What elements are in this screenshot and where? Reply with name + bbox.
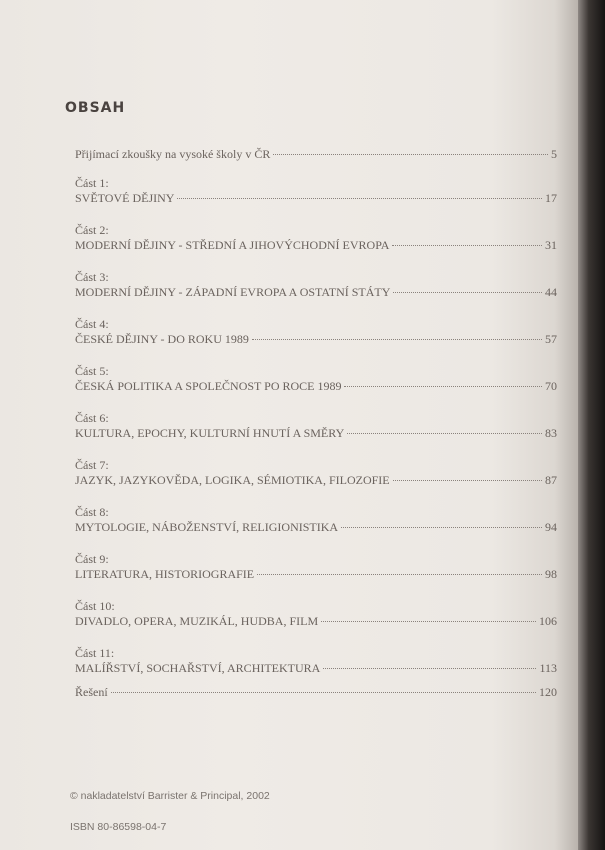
- page-edge-shadow: [578, 0, 605, 850]
- toc-page-number: 70: [545, 379, 557, 393]
- dot-leader: [344, 386, 542, 387]
- toc-entry-intro: [75, 146, 557, 162]
- toc-entry: [75, 270, 557, 300]
- toc-title: ČESKÁ POLITIKA A SPOLEČNOST PO ROCE 1989: [75, 379, 342, 393]
- toc-entry: [75, 317, 557, 347]
- toc-line: [75, 146, 557, 162]
- toc-entry: [75, 176, 557, 206]
- toc-entry: [75, 599, 557, 629]
- toc-part-label: Část 11:: [75, 646, 115, 660]
- toc-line: [75, 190, 557, 206]
- toc-title: LITERATURA, HISTORIOGRAFIE: [75, 567, 255, 581]
- toc-title: Řešení: [75, 685, 108, 699]
- toc-title: Přijímací zkoušky na vysoké školy v ČR: [75, 147, 271, 161]
- toc-line: [75, 519, 557, 535]
- toc-page-number: 106: [539, 614, 557, 628]
- toc-part-label: Část 6:: [75, 411, 109, 425]
- dot-leader: [257, 574, 542, 575]
- toc-entry: [75, 646, 557, 676]
- toc-line: [75, 566, 557, 582]
- toc-entry: [75, 505, 557, 535]
- toc-entry: [75, 364, 557, 394]
- toc-title: KULTURA, EPOCHY, KULTURNÍ HNUTÍ A SMĚRY: [75, 426, 345, 440]
- toc-part-label: Část 5:: [75, 364, 109, 378]
- toc-entry: [75, 552, 557, 582]
- toc-part-label: Část 4:: [75, 317, 109, 331]
- dot-leader: [252, 339, 542, 340]
- toc-page-number: 113: [539, 661, 557, 675]
- dot-leader: [393, 292, 542, 293]
- toc-line: [75, 684, 557, 700]
- toc-entry: [75, 458, 557, 488]
- toc-title: MALÍŘSTVÍ, SOCHAŘSTVÍ, ARCHITEKTURA: [75, 661, 321, 675]
- dot-leader: [273, 154, 548, 155]
- toc-title: MODERNÍ DĚJINY - STŘEDNÍ A JIHOVÝCHODNÍ EVROPA: [75, 238, 390, 252]
- toc-page-number: 5: [551, 147, 557, 161]
- toc-line: [75, 284, 557, 300]
- dot-leader: [111, 692, 536, 693]
- toc-line: [75, 378, 557, 394]
- toc-line: [75, 331, 557, 347]
- isbn: ISBN 80-86598-04-7: [70, 821, 167, 833]
- dot-leader: [347, 433, 542, 434]
- dot-leader: [323, 668, 536, 669]
- toc-part-label: Část 7:: [75, 458, 109, 472]
- toc-page-number: 44: [545, 285, 557, 299]
- toc-title: DIVADLO, OPERA, MUZIKÁL, HUDBA, FILM: [75, 614, 319, 628]
- dot-leader: [393, 480, 542, 481]
- toc-part-label: Část 3:: [75, 270, 109, 284]
- toc-title: MODERNÍ DĚJINY - ZÁPADNÍ EVROPA A OSTATNÍ STÁTY: [75, 285, 391, 299]
- toc-line: [75, 425, 557, 441]
- toc-page-number: 31: [545, 238, 557, 252]
- toc-page-number: 98: [545, 567, 557, 581]
- toc-page-number: 87: [545, 473, 557, 487]
- contents-heading: OBSAH: [65, 100, 126, 116]
- toc-line: [75, 660, 557, 676]
- toc-entry: [75, 411, 557, 441]
- toc-page-number: 57: [545, 332, 557, 346]
- toc-title: JAZYK, JAZYKOVĚDA, LOGIKA, SÉMIOTIKA, FILOZOFIE: [75, 473, 390, 487]
- toc-page-number: 83: [545, 426, 557, 440]
- toc-page-number: 94: [545, 520, 557, 534]
- copyright-notice: © nakladatelství Barrister & Principal, 2002: [70, 790, 270, 802]
- toc-line: [75, 237, 557, 253]
- toc-part-label: Část 9:: [75, 552, 109, 566]
- toc-part-label: Část 8:: [75, 505, 109, 519]
- dot-leader: [341, 527, 542, 528]
- toc-title: ČESKÉ DĚJINY - DO ROKU 1989: [75, 332, 249, 346]
- toc-page-number: 120: [539, 685, 557, 699]
- toc-entry-solutions: [75, 684, 557, 700]
- toc-entry: [75, 223, 557, 253]
- toc-line: [75, 613, 557, 629]
- toc-title: SVĚTOVÉ DĚJINY: [75, 191, 175, 205]
- toc-part-label: Část 2:: [75, 223, 109, 237]
- dot-leader: [392, 245, 542, 246]
- toc-part-label: Část 1:: [75, 176, 109, 190]
- toc-line: [75, 472, 557, 488]
- dot-leader: [321, 621, 536, 622]
- dot-leader: [177, 198, 542, 199]
- toc-page-number: 17: [545, 191, 557, 205]
- toc-title: MYTOLOGIE, NÁBOŽENSTVÍ, RELIGIONISTIKA: [75, 520, 339, 534]
- toc-part-label: Část 10:: [75, 599, 115, 613]
